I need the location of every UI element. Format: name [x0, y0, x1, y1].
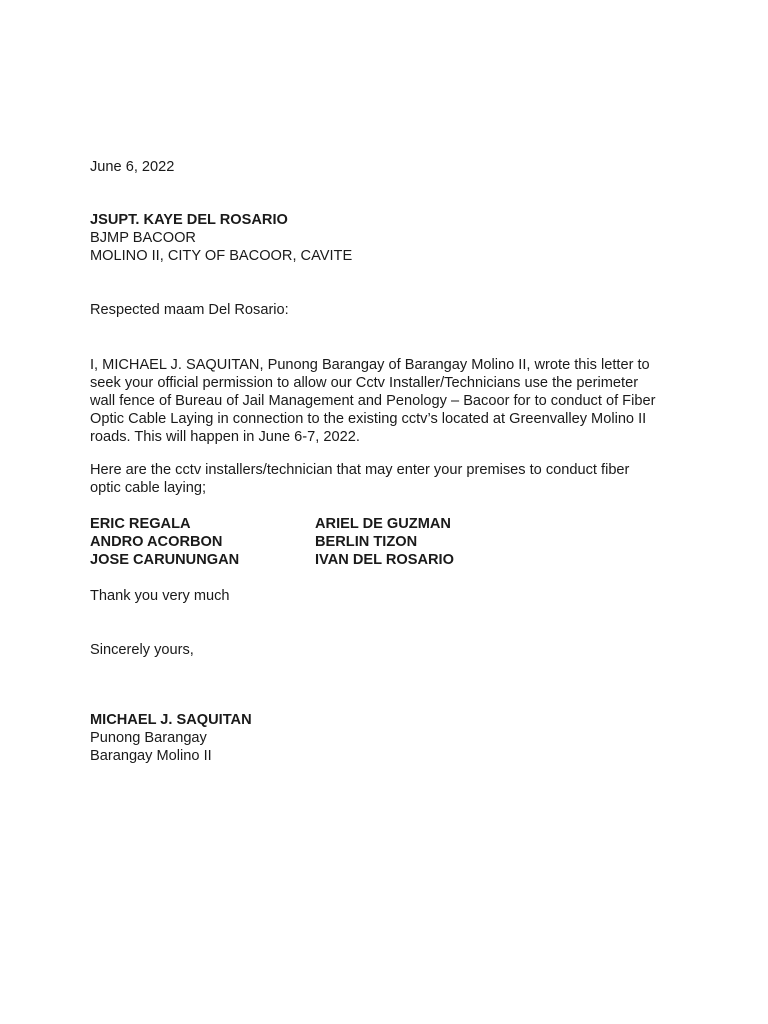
body-line: wall fence of Bureau of Jail Management and Penology – Bacoor for to conduct of Fiber	[90, 393, 656, 409]
recipient-address: MOLINO II, CITY OF BACOOR, CAVITE	[90, 248, 353, 264]
installers-column-left	[90, 515, 239, 569]
signature-block	[90, 711, 252, 765]
body-line: I, MICHAEL J. SAQUITAN, Punong Barangay of Barangay Molino II, wrote this letter to	[90, 357, 650, 373]
signatory-title: Punong Barangay	[90, 730, 207, 746]
thanks-line: Thank you very much	[90, 588, 230, 604]
closing-line: Sincerely yours,	[90, 642, 194, 658]
installer-name: ARIEL DE GUZMAN	[315, 516, 451, 532]
body-line: seek your official permission to allow our Cctv Installer/Technicians use the perimeter	[90, 375, 639, 391]
letter-date: June 6, 2022	[90, 159, 175, 175]
salutation: Respected maam Del Rosario:	[90, 302, 289, 318]
installers-column-right	[315, 515, 454, 569]
installer-name: ERIC REGALA	[90, 516, 191, 532]
installer-name: JOSE CARUNUNGAN	[90, 552, 240, 568]
body-line: Optic Cable Laying in connection to the existing cctv’s located at Greenvalley Molino II	[90, 411, 647, 427]
installer-name: BERLIN TIZON	[315, 534, 418, 550]
installer-name: ANDRO ACORBON	[90, 534, 223, 550]
body-line: Here are the cctv installers/technician that may enter your premises to conduct fiber	[90, 462, 630, 478]
recipient-name: JSUPT. KAYE DEL ROSARIO	[90, 212, 288, 228]
body-line: roads. This will happen in June 6-7, 2022.	[90, 429, 360, 445]
body-paragraph-1	[90, 356, 655, 446]
body-line: optic cable laying;	[90, 480, 207, 496]
body-paragraph-2	[90, 461, 629, 497]
signatory-office: Barangay Molino II	[90, 748, 212, 764]
recipient-block	[90, 211, 352, 265]
recipient-org: BJMP BACOOR	[90, 230, 196, 246]
signatory-name: MICHAEL J. SAQUITAN	[90, 712, 252, 728]
installer-name: IVAN DEL ROSARIO	[315, 552, 454, 568]
